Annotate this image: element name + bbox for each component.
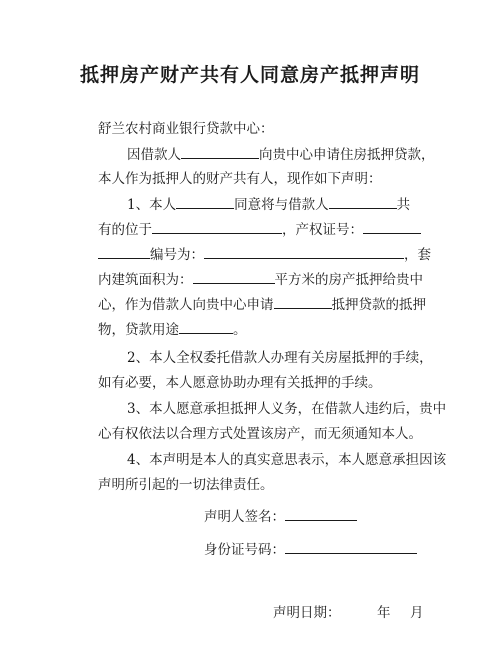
- signer-row: [204, 507, 357, 526]
- signer-signature-field[interactable]: [285, 507, 357, 521]
- clause-text: 抵押贷款的抵押: [331, 297, 426, 313]
- borrower-name-field[interactable]: [181, 145, 259, 159]
- date-month-label: 月: [410, 605, 424, 621]
- clause1-line-5: [98, 295, 426, 314]
- clause-text: ，产权证号：: [282, 222, 363, 238]
- addressee: 舒兰农村商业银行贷款中心：: [98, 121, 274, 137]
- serial-number-field[interactable]: [204, 245, 404, 259]
- borrower-name-field-2[interactable]: [329, 195, 397, 209]
- id-number-field[interactable]: [285, 540, 417, 554]
- property-location-field[interactable]: [152, 220, 282, 234]
- clause1-line-2: [98, 220, 421, 239]
- clause3-line-2: 心有权依法以合理方式处置该房产，而无须通知本人。: [98, 426, 422, 442]
- intro-text: 因借款人: [127, 147, 181, 163]
- clause4-line-1: 4、本声明是本人的真实意思表示，本人愿意承担因该: [127, 452, 447, 468]
- clause-text: 平方米的房产抵押给贵中: [274, 272, 423, 288]
- intro-text: 向贵中心申请住房抵押贷款，: [259, 147, 435, 163]
- clause1-line-3: [98, 245, 431, 264]
- intro-line-2: 本人作为抵押人的财产共有人，现作如下声明：: [98, 171, 382, 187]
- clause-text: 共: [396, 197, 411, 213]
- date-label: 声明日期：: [273, 605, 341, 621]
- clause2-line-2: 如有必要，本人愿意协助办理有关抵押的手续。: [98, 375, 382, 391]
- clause-text: 物，贷款用途: [98, 322, 179, 338]
- clause-text: 心，作为借款人向贵中心申请: [98, 297, 274, 313]
- document-title: 抵押房产财产共有人同意房产抵押声明: [79, 64, 420, 86]
- property-cert-number-field-cont[interactable]: [98, 245, 150, 259]
- clause-text: 。: [233, 322, 247, 338]
- clause3-line-1: 3、本人愿意承担抵押人义务，在借款人违约后，贵中: [127, 401, 447, 417]
- clause-text: 同意将与借款人: [234, 197, 329, 213]
- clause2-line-1: 2、本人全权委托借款人办理有关房屋抵押的手续，: [127, 350, 433, 366]
- clause1-line-1: [127, 195, 410, 214]
- property-cert-number-field[interactable]: [363, 220, 421, 234]
- clause-text: 有的位于: [98, 222, 152, 238]
- floor-area-field[interactable]: [193, 270, 275, 284]
- clause-text: 编号为：: [150, 247, 204, 263]
- clause4-line-2: 声明所引起的一切法律责任。: [98, 477, 274, 493]
- date-year-label: 年: [377, 605, 391, 621]
- intro-line-1: [127, 145, 435, 164]
- id-row: [204, 540, 417, 559]
- clause-text: 内建筑面积为：: [98, 272, 193, 288]
- clause-text: 1、本人: [127, 197, 177, 213]
- clause-text: ，套: [404, 247, 431, 263]
- signer-label: 声明人签名：: [204, 509, 285, 525]
- loan-type-field[interactable]: [274, 295, 332, 309]
- loan-purpose-field[interactable]: [179, 320, 233, 334]
- clause1-line-4: [98, 270, 423, 289]
- clause1-line-6: [98, 320, 247, 339]
- id-label: 身份证号码：: [204, 542, 285, 558]
- co-owner-name-field[interactable]: [176, 195, 234, 209]
